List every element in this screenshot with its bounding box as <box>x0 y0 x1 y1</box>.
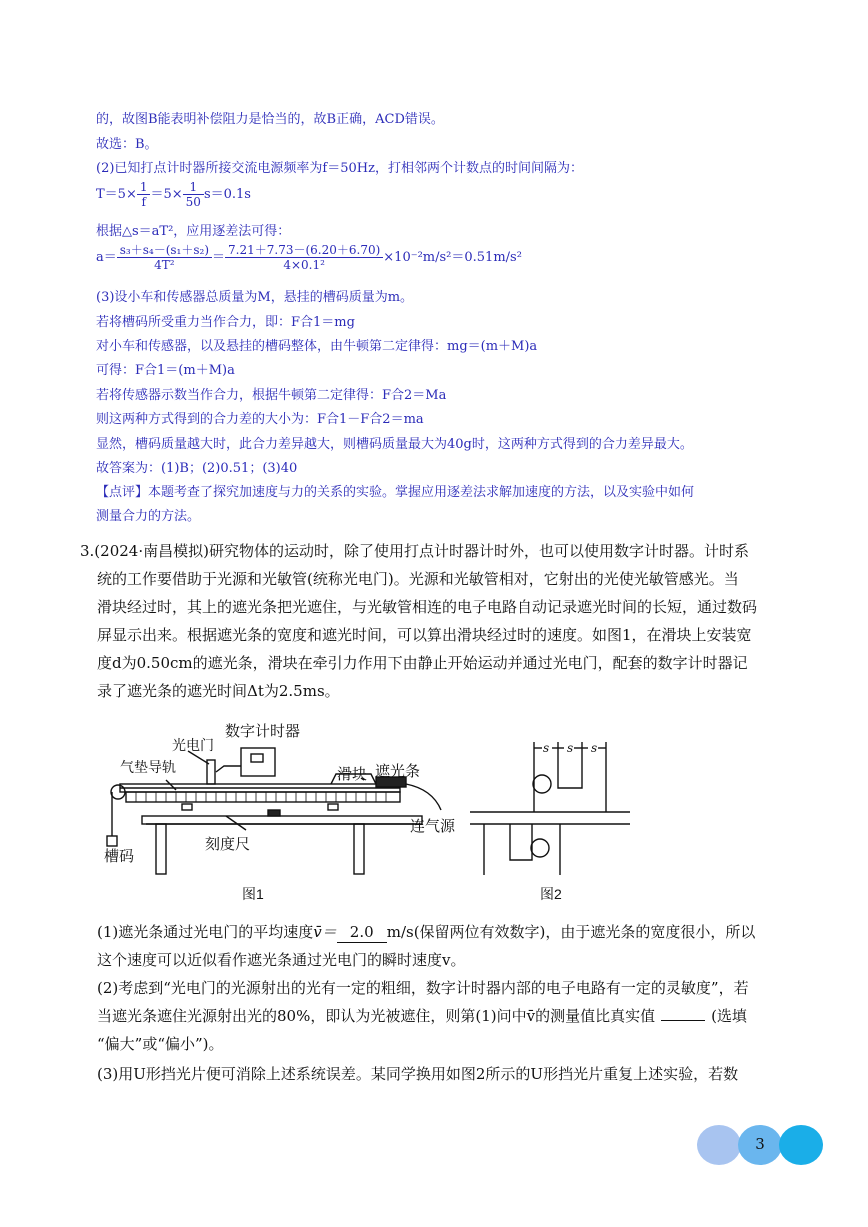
label-ruler: 刻度尺 <box>205 836 251 853</box>
formula-text: ×10⁻²m/s²＝0.51m/s² <box>383 250 522 265</box>
solution-line: 则这两种方式得到的合力差的大小为：F合1－F合2＝ma <box>96 412 424 427</box>
question-line: 统的工作要借助于光源和光敏管(统称光电门)。光源和光敏管相对，它射出的光使光敏管感光。当 <box>97 570 739 588</box>
formula-text: ＝5× <box>150 187 183 202</box>
solution-line: 对小车和传感器，以及悬挂的槽码整体，由牛顿第二定律得：mg＝(m＋M)a <box>96 339 538 354</box>
subquestion-3: (3)用U形挡光片便可消除上述系统误差。某同学换用如图2所示的U形挡光片重复上述实验，若数 <box>97 1065 739 1083</box>
solution-line: 故答案为：(1)B；(2)0.51；(3)40 <box>96 461 298 476</box>
label-photogate: 光电门 <box>172 737 214 753</box>
review-line: 【点评】本题考查了探究加速度与力的关系的实验。掌握应用逐差法求解加速度的方法，以及实验中如何 <box>96 485 695 500</box>
fig2-s-label: s <box>543 741 550 755</box>
label-light-strip: 遮光条 <box>375 763 421 780</box>
label-digital-timer: 数字计时器 <box>225 723 301 740</box>
subquestion-1-cont: 这个速度可以近似看作遮光条通过光电门的瞬时速度v。 <box>97 951 466 969</box>
solution-line: 可得：F合1＝(m＋M)a <box>96 363 235 378</box>
numerator: s₃＋s₄－(s₁＋s₂) <box>117 243 212 258</box>
solution-line: 若将传感器示数当作合力，根据牛顿第二定律得：F合2＝Ma <box>96 388 447 403</box>
fig2-s-label: s <box>591 741 598 755</box>
page-decor-circle <box>697 1125 741 1165</box>
question-line: 录了遮光条的遮光时间Δt为2.5ms。 <box>97 682 340 700</box>
solution-line: 故选：B。 <box>96 137 158 152</box>
denominator: 4T² <box>154 258 175 272</box>
page-number: 3 <box>755 1135 765 1153</box>
answer-blank[interactable] <box>661 1020 705 1021</box>
solution-line: 的，故图B能表明补偿阻力是恰当的，故B正确，ACD错误。 <box>96 112 444 127</box>
subquestion-2: (2)考虑到“光电门的光源射出的光有一定的粗细，数字计时器内部的电子电路有一定的灵敏度”，若 <box>97 979 749 997</box>
figure2-diagram <box>470 740 630 875</box>
formula-text: T＝5× <box>96 187 137 202</box>
fraction <box>183 180 204 209</box>
formula-text: a＝ <box>96 250 117 265</box>
fraction <box>225 243 383 272</box>
subquestion-2-options: “偏大”或“偏小”)。 <box>97 1035 224 1053</box>
numerator: 7.21＋7.73－(6.20＋6.70) <box>225 243 383 258</box>
numerator: 1 <box>183 180 204 195</box>
question-line: 度d为0.50cm的遮光条，滑块在牵引力作用下由静止开始运动并通过光电门，配套的数字计时器记 <box>97 654 748 672</box>
text: (选填 <box>711 1007 747 1025</box>
fraction <box>137 180 151 209</box>
formula-text: s＝0.1s <box>203 187 251 202</box>
question-line: 滑块经过时，其上的遮光条把光遮住，与光敏管相连的电子电路自动记录遮光时间的长短，通过数码 <box>97 598 758 616</box>
v-bar-symbol: v̄＝ <box>313 923 337 941</box>
answer-blank[interactable]: 2.0 <box>337 922 387 943</box>
solution-line: (2)已知打点计时器所接交流电源频率为f＝50Hz，打相邻两个计数点的时间间隔为： <box>96 161 583 176</box>
question-line: 屏显示出来。根据遮光条的宽度和遮光时间，可以算出滑块经过时的速度。如图1，在滑块上安装宽 <box>97 626 752 644</box>
solution-line: 显然，槽码质量越大时，此合力差异越大，则槽码质量最大为40g时，这两种方式得到的合力差异最大。 <box>96 437 693 452</box>
text: (1)遮光条通过光电门的平均速度 <box>97 923 314 941</box>
text: 当遮光条遮住光源射出光的80%，即认为光被遮住，则第(1)问中v̄的测量值比真实值 <box>97 1007 656 1025</box>
page-decor-circle <box>779 1125 823 1165</box>
solution-line: (3)设小车和传感器总质量为M，悬挂的槽码质量为m。 <box>96 290 414 305</box>
solution-formula-T <box>96 180 251 209</box>
label-air-track: 气垫导轨 <box>120 759 176 775</box>
solution-formula-a <box>96 243 522 272</box>
label-weight: 槽码 <box>104 848 135 865</box>
text: m/s(保留两位有效数字)，由于遮光条的宽度很小，所以 <box>386 923 756 941</box>
figure1-caption: 图1 <box>242 886 264 902</box>
fig2-s-label: s <box>567 741 574 755</box>
denominator: f <box>141 195 146 209</box>
numerator: 1 <box>137 180 151 195</box>
denominator: 4×0.1² <box>283 258 325 272</box>
subquestion-1 <box>97 922 755 943</box>
denominator: 50 <box>185 195 201 209</box>
solution-line: 若将槽码所受重力当作合力，即：F合1＝mg <box>96 315 355 330</box>
subquestion-2-cont <box>97 1006 747 1026</box>
question-line: 3.(2024·南昌模拟)研究物体的运动时，除了使用打点计时器计时外，也可以使用数字计时器。计时系 <box>80 542 749 560</box>
fraction <box>117 243 212 272</box>
label-air-source: 连气源 <box>410 818 456 835</box>
label-slider: 滑块 <box>337 766 368 783</box>
solution-line: 根据△s＝aT²，应用逐差法可得： <box>96 224 291 239</box>
figure1-diagram <box>96 718 476 888</box>
figure2-caption: 图2 <box>540 886 562 902</box>
review-line: 测量合力的方法。 <box>96 509 201 524</box>
formula-text: ＝ <box>212 250 226 265</box>
